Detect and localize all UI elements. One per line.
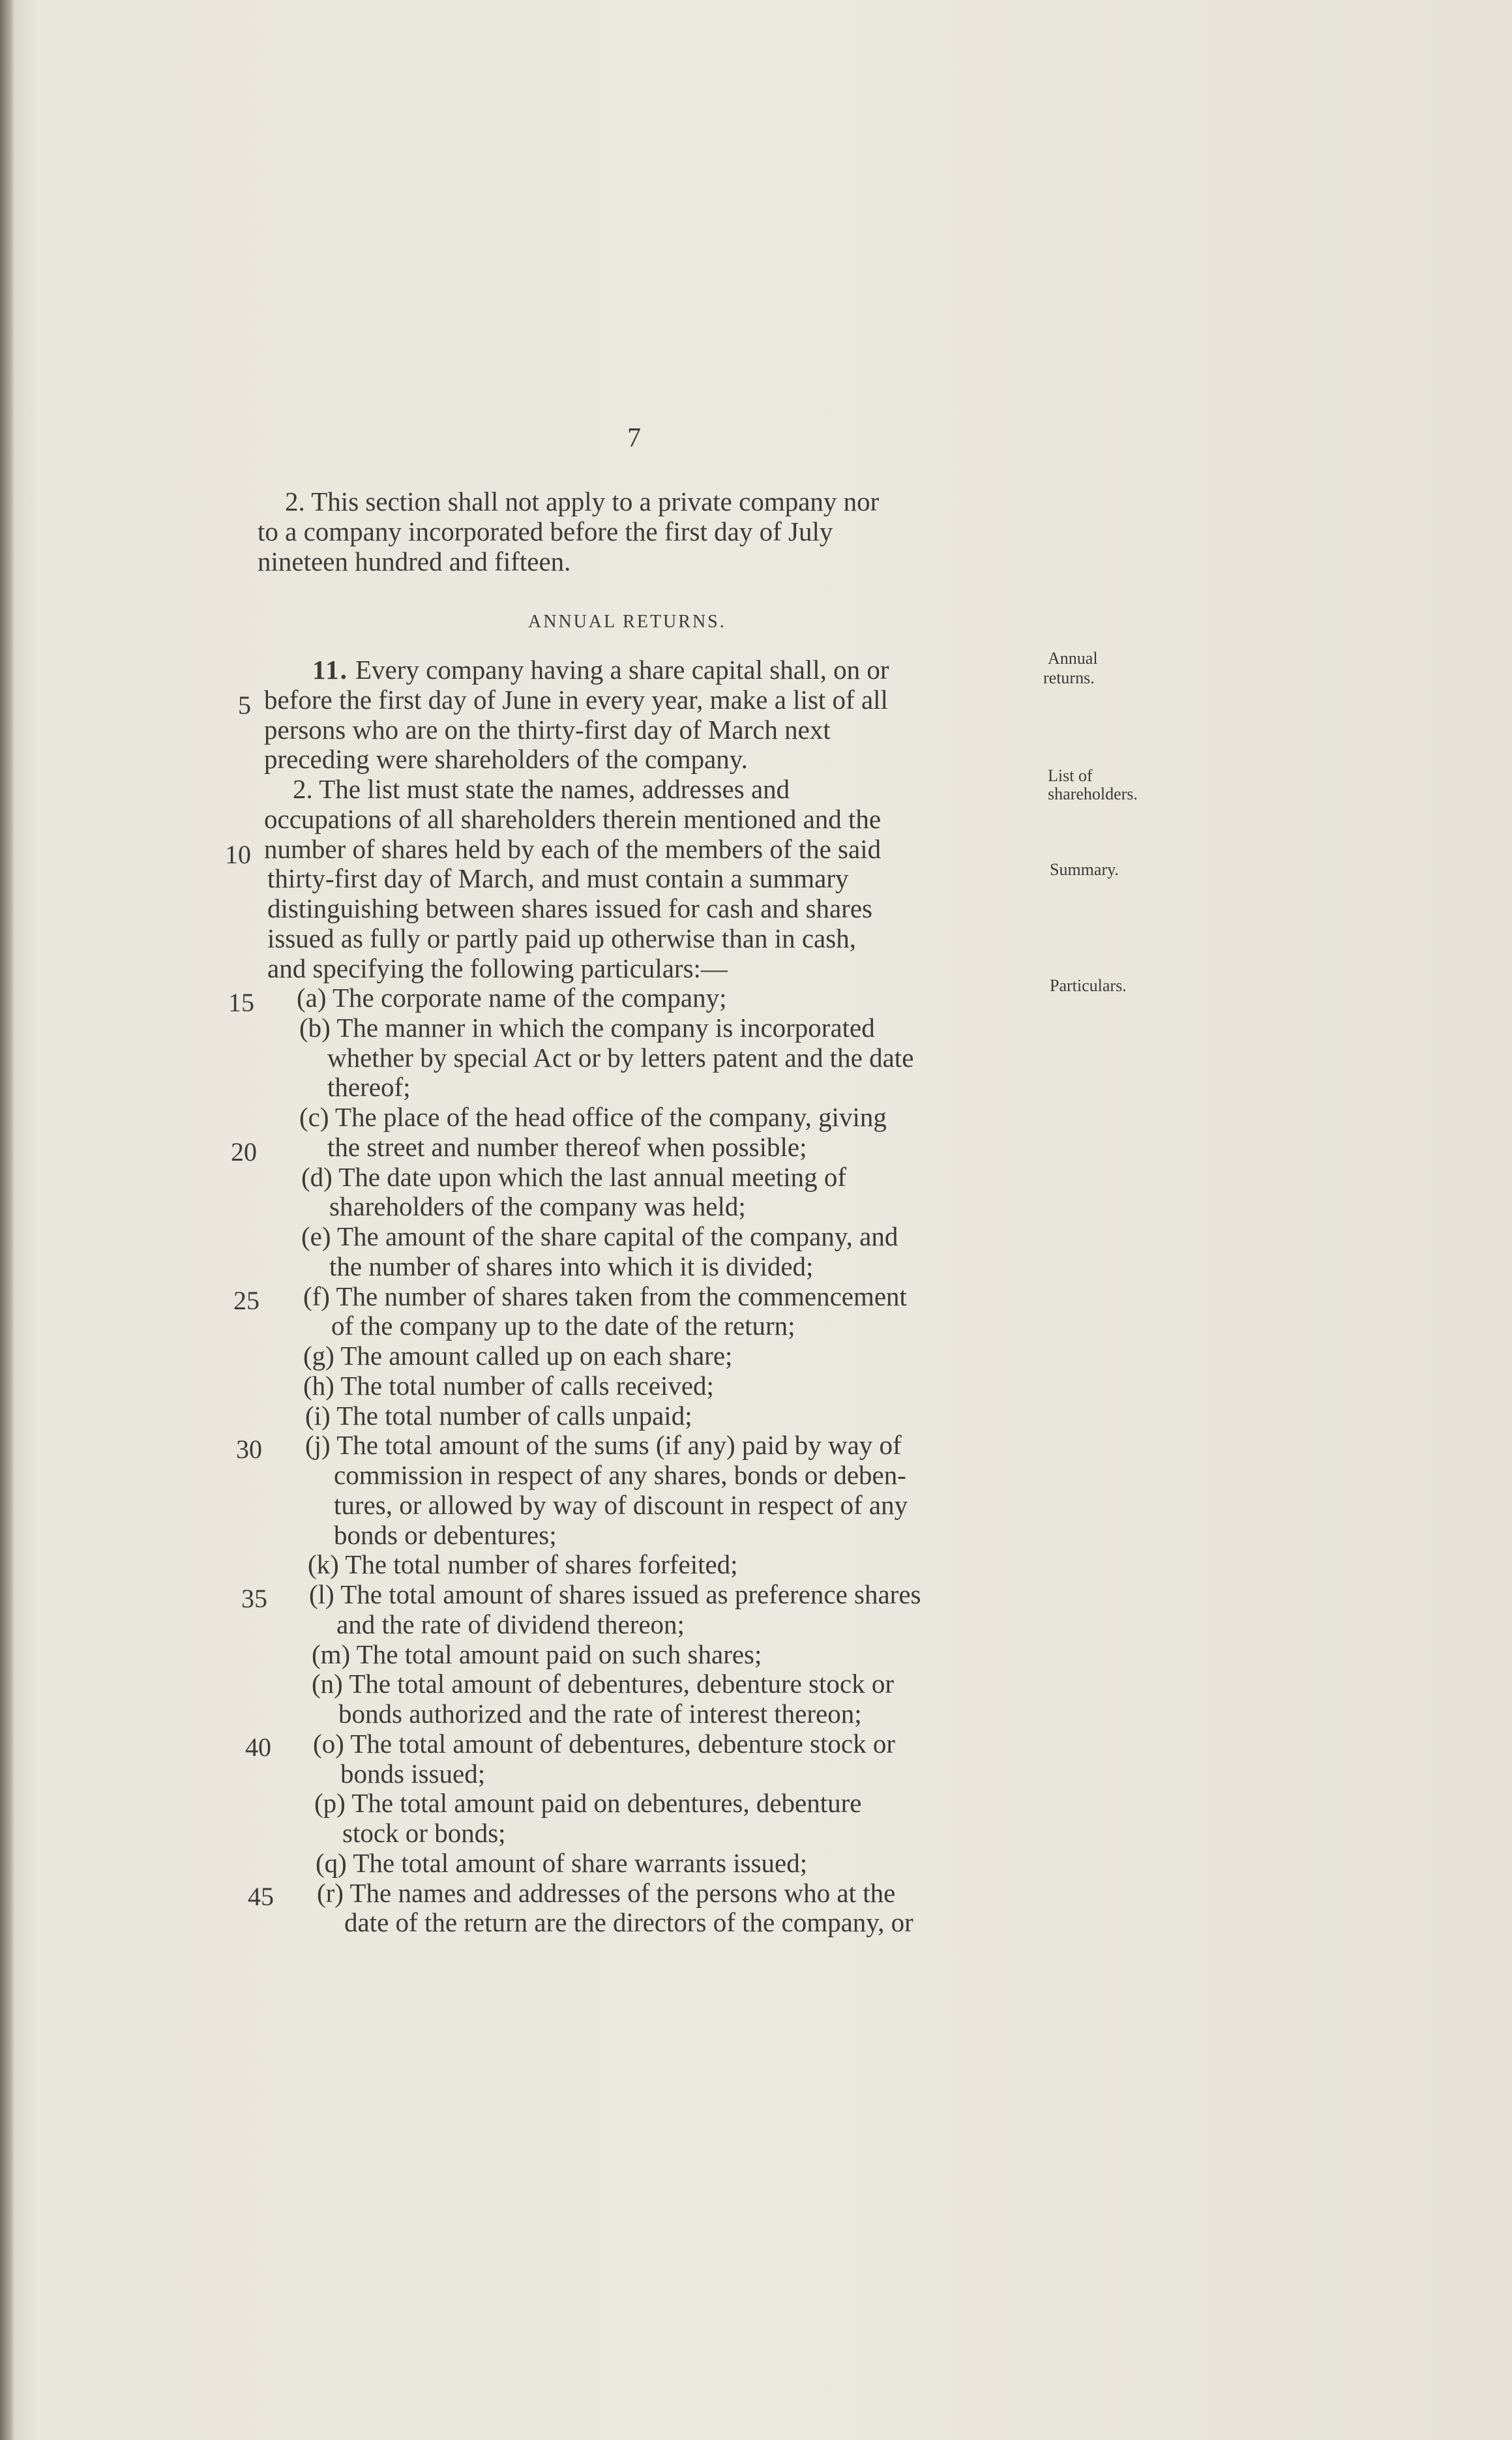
line-number: 30 (236, 1435, 262, 1464)
list-item: (n) The total amount of debentures, debenture stock or (312, 1669, 894, 1699)
marginal-note: Particulars. (1050, 976, 1127, 995)
list-item-continuation: shareholders of the company was held; (329, 1191, 746, 1221)
list-item: (a) The corporate name of the company; (297, 983, 727, 1013)
text-line: thirty-first day of March, and must contain a summary (267, 863, 849, 893)
list-item: (m) The total amount paid on such shares; (312, 1639, 762, 1669)
list-item: (r) The names and addresses of the persons who at the (317, 1878, 896, 1908)
marginal-note: shareholders. (1048, 784, 1138, 803)
list-item-continuation: the number of shares into which it is divided; (329, 1251, 814, 1281)
line-number: 35 (241, 1584, 267, 1613)
text-line: persons who are on the thirty-first day of March next (264, 715, 831, 745)
text-line: distinguishing between shares issued for cash and shares (267, 893, 872, 923)
section-heading: ANNUAL RETURNS. (528, 612, 726, 632)
list-item-continuation: the street and number thereof when possible; (327, 1132, 807, 1162)
line-number: 45 (248, 1882, 274, 1911)
text-line: preceding were shareholders of the company. (264, 744, 748, 774)
text-line: 2. The list must state the names, addresses and (293, 774, 790, 804)
list-item: (h) The total number of calls received; (303, 1371, 714, 1401)
list-item: (k) The total number of shares forfeited; (308, 1549, 738, 1579)
marginal-note: returns. (1043, 668, 1095, 687)
text-line: 2. This section shall not apply to a private company nor (285, 486, 880, 516)
line-number: 20 (231, 1137, 257, 1167)
list-item-continuation: date of the return are the directors of the company, or (344, 1907, 913, 1937)
text-line: and specifying the following particulars:— (267, 953, 728, 983)
text-line: number of shares held by each of the members of the said (264, 834, 882, 864)
text-line: occupations of all shareholders therein mentioned and the (264, 804, 882, 834)
list-item-continuation: commission in respect of any shares, bonds or deben- (334, 1460, 906, 1490)
text-line: to a company incorporated before the first day of July (258, 516, 833, 546)
list-item: (e) The amount of the share capital of the company, and (301, 1221, 898, 1251)
list-item-continuation: bonds issued; (340, 1759, 486, 1789)
text-line: Every company having a share capital shall, on or (355, 655, 889, 685)
text-line: issued as fully or partly paid up otherwise than in cash, (267, 923, 856, 953)
list-item-continuation: and the rate of dividend thereon; (336, 1609, 685, 1639)
list-item: (q) The total amount of share warrants issued; (316, 1848, 808, 1878)
section-number: 11. (312, 655, 348, 685)
binding-edge (0, 0, 14, 2440)
text-line: before the first day of June in every year, make a list of all (264, 685, 888, 715)
list-item-continuation: whether by special Act or by letters patent and the date (327, 1043, 914, 1073)
page-number: 7 (627, 423, 642, 453)
line-number: 40 (245, 1733, 271, 1762)
list-item: (c) The place of the head office of the company, giving (299, 1102, 887, 1132)
line-number: 25 (233, 1286, 259, 1315)
marginal-note: Annual (1048, 649, 1098, 668)
marginal-note: List of (1048, 766, 1093, 785)
list-item: (d) The date upon which the last annual meeting of (301, 1162, 847, 1192)
list-item: (j) The total amount of the sums (if any) paid by way of (305, 1430, 902, 1460)
line-number: 10 (225, 840, 251, 869)
text-line: nineteen hundred and fifteen. (258, 546, 571, 576)
list-item: (i) The total number of calls unpaid; (305, 1401, 692, 1431)
list-item: (f) The number of shares taken from the commencement (303, 1281, 907, 1311)
list-item: (p) The total amount paid on debentures, debenture (314, 1788, 862, 1818)
list-item: (l) The total amount of shares issued as preference shares (309, 1579, 921, 1609)
list-item-continuation: stock or bonds; (342, 1818, 506, 1848)
list-item-continuation: of the company up to the date of the return; (331, 1311, 795, 1341)
list-item-continuation: bonds or debentures; (334, 1520, 557, 1550)
list-item-continuation: bonds authorized and the rate of interest thereon; (338, 1699, 862, 1729)
line-number: 5 (238, 691, 251, 720)
marginal-note: Summary. (1050, 860, 1119, 879)
list-item: (b) The manner in which the company is incorporated (299, 1013, 875, 1043)
list-item-continuation: tures, or allowed by way of discount in respect of any (334, 1490, 908, 1520)
list-item: (g) The amount called up on each share; (303, 1341, 733, 1371)
list-item: (o) The total amount of debentures, debenture stock or (313, 1729, 895, 1759)
list-item-continuation: thereof; (327, 1072, 411, 1102)
line-number: 15 (228, 988, 254, 1017)
